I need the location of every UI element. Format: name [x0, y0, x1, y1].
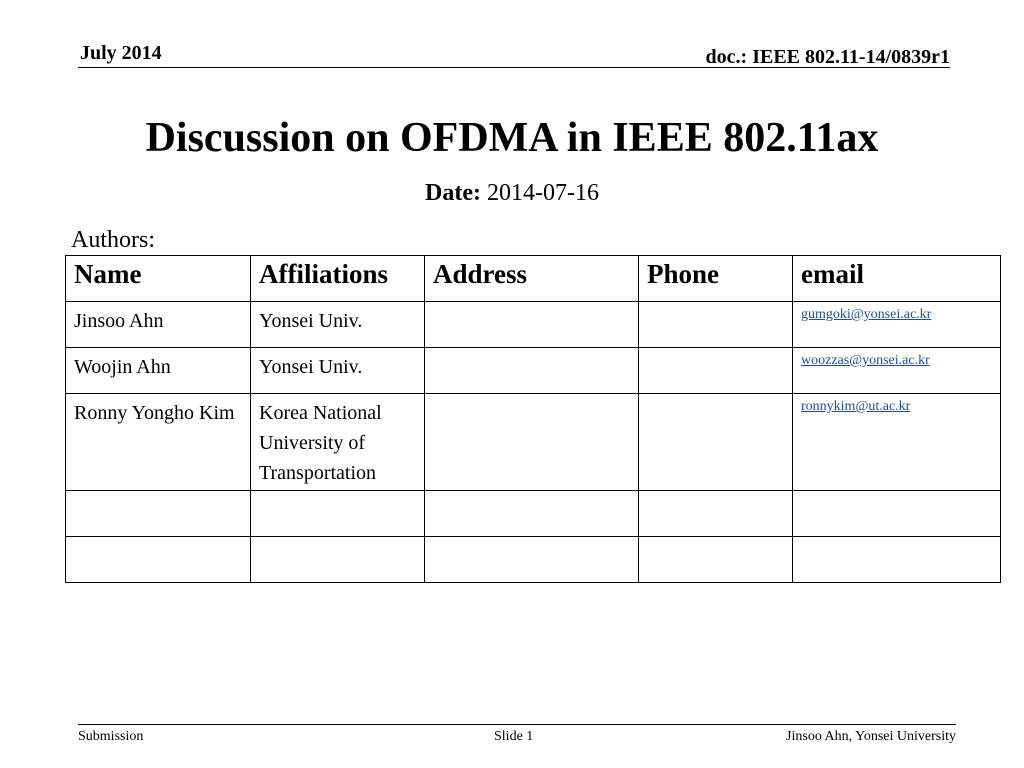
table-row	[66, 491, 1001, 537]
author-email-cell	[793, 394, 1001, 491]
author-address	[425, 491, 639, 537]
date-label: Date:	[425, 180, 481, 206]
column-header-email: email	[793, 256, 1001, 302]
footer-author: Jinsoo Ahn, Yonsei University	[786, 729, 956, 744]
author-phone	[639, 302, 793, 348]
author-affiliation: Yonsei Univ.	[251, 302, 425, 348]
author-email-cell	[793, 302, 1001, 348]
author-affiliation: Yonsei Univ.	[251, 348, 425, 394]
slide-title: Discussion on OFDMA in IEEE 802.11ax	[145, 115, 879, 161]
table-row	[66, 302, 1001, 348]
column-header-phone: Phone	[639, 256, 793, 302]
author-phone	[639, 348, 793, 394]
header-date: July 2014	[80, 42, 162, 64]
author-name: Woojin Ahn	[66, 348, 251, 394]
author-email-link[interactable]: ronnykim@ut.ac.kr	[801, 399, 911, 414]
author-email-link[interactable]: gumgoki@yonsei.ac.kr	[801, 307, 932, 322]
author-address	[425, 348, 639, 394]
column-header-name: Name	[66, 256, 251, 302]
footer-slide-number: Slide 1	[494, 729, 534, 744]
header-divider	[78, 67, 950, 68]
author-affiliation: Korea National University of Transportation	[251, 394, 425, 491]
author-address	[425, 302, 639, 348]
column-header-address: Address	[425, 256, 639, 302]
author-email-cell	[793, 491, 1001, 537]
author-phone	[639, 537, 793, 583]
footer-submission: Submission	[78, 729, 144, 744]
table-row	[66, 537, 1001, 583]
author-email-cell	[793, 537, 1001, 583]
author-name: Ronny Yongho Kim	[66, 394, 251, 491]
author-name	[66, 537, 251, 583]
author-affiliation	[251, 491, 425, 537]
author-address	[425, 537, 639, 583]
author-address	[425, 394, 639, 491]
column-header-affiliations: Affiliations	[251, 256, 425, 302]
date-value: 2014-07-16	[480, 180, 599, 206]
table-header-row	[66, 256, 1001, 302]
header-doc-id: doc.: IEEE 802.11-14/0839r1	[705, 46, 950, 68]
footer-divider	[78, 724, 956, 725]
author-phone	[639, 491, 793, 537]
author-phone	[639, 394, 793, 491]
authors-table	[65, 255, 1001, 583]
authors-label: Authors:	[71, 227, 155, 253]
author-name: Jinsoo Ahn	[66, 302, 251, 348]
date-line	[0, 180, 1024, 207]
author-name	[66, 491, 251, 537]
table-row	[66, 348, 1001, 394]
author-affiliation	[251, 537, 425, 583]
table-row	[66, 394, 1001, 491]
author-email-cell	[793, 348, 1001, 394]
author-email-link[interactable]: woozzas@yonsei.ac.kr	[801, 353, 930, 368]
